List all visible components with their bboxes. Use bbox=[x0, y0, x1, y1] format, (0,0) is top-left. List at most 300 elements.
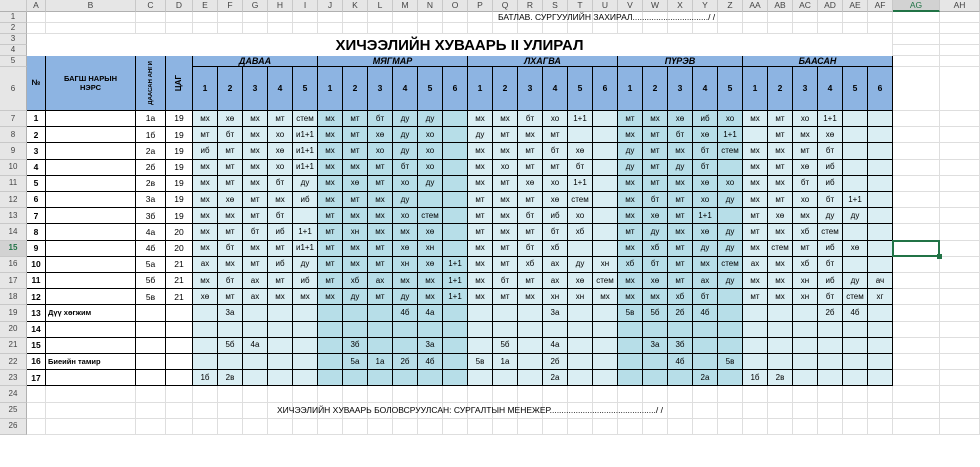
lesson-cell[interactable] bbox=[843, 257, 868, 273]
grid-cell[interactable] bbox=[243, 386, 268, 402]
grid-cell[interactable] bbox=[418, 419, 443, 435]
lesson-cell[interactable]: мх bbox=[318, 160, 343, 176]
grid-cell[interactable] bbox=[893, 257, 940, 273]
column-header-d[interactable]: D bbox=[166, 0, 193, 12]
lesson-cell[interactable] bbox=[743, 127, 768, 143]
activity-cell[interactable]: 3б bbox=[343, 338, 368, 354]
lesson-cell[interactable]: мт bbox=[368, 289, 393, 305]
activity-cell[interactable] bbox=[718, 370, 743, 386]
lesson-cell[interactable]: хб bbox=[793, 257, 818, 273]
activity-cell[interactable]: 5б bbox=[643, 305, 668, 321]
lesson-cell[interactable]: мт bbox=[218, 176, 243, 192]
activity-cell[interactable] bbox=[293, 370, 318, 386]
grid-cell[interactable] bbox=[940, 208, 980, 224]
column-header-u[interactable]: U bbox=[593, 0, 618, 12]
column-header-w[interactable]: W bbox=[643, 0, 668, 12]
grid-cell[interactable] bbox=[593, 419, 618, 435]
activity-cell[interactable] bbox=[518, 322, 543, 338]
column-header-ac[interactable]: AC bbox=[793, 0, 818, 12]
lesson-cell[interactable] bbox=[568, 127, 593, 143]
lesson-cell[interactable]: мх bbox=[293, 289, 318, 305]
lesson-cell[interactable]: иб bbox=[293, 273, 318, 289]
activity-cell[interactable]: 3а bbox=[543, 305, 568, 321]
grid-cell[interactable] bbox=[718, 419, 743, 435]
grid-cell[interactable] bbox=[318, 23, 343, 34]
lesson-cell[interactable]: мт bbox=[618, 224, 643, 240]
lesson-cell[interactable] bbox=[718, 160, 743, 176]
lesson-cell[interactable]: мт bbox=[318, 224, 343, 240]
grid-cell[interactable] bbox=[868, 23, 893, 34]
column-header-h[interactable]: H bbox=[268, 0, 293, 12]
activity-cell[interactable]: 2б bbox=[543, 354, 568, 370]
lesson-cell[interactable]: хо bbox=[793, 111, 818, 127]
grid-cell[interactable] bbox=[418, 386, 443, 402]
grid-cell[interactable] bbox=[893, 176, 940, 192]
grid-cell[interactable] bbox=[668, 419, 693, 435]
lesson-cell[interactable]: иб bbox=[818, 176, 843, 192]
grid-cell[interactable] bbox=[136, 419, 166, 435]
activity-cell[interactable]: 5в bbox=[718, 354, 743, 370]
column-header-f[interactable]: F bbox=[218, 0, 243, 12]
teacher-name-cell[interactable] bbox=[46, 143, 136, 159]
lesson-cell[interactable]: мт bbox=[643, 176, 668, 192]
grid-cell[interactable] bbox=[166, 12, 193, 23]
row-header-1[interactable]: 1 bbox=[0, 12, 27, 23]
activity-cell[interactable] bbox=[268, 338, 293, 354]
activity-cell[interactable] bbox=[618, 338, 643, 354]
activity-cell[interactable] bbox=[643, 354, 668, 370]
activity-cell[interactable] bbox=[543, 322, 568, 338]
lesson-cell[interactable]: стем bbox=[718, 143, 743, 159]
lesson-cell[interactable]: мх bbox=[593, 289, 618, 305]
grid-cell[interactable] bbox=[46, 386, 136, 402]
lesson-cell[interactable] bbox=[443, 192, 468, 208]
lesson-cell[interactable] bbox=[443, 208, 468, 224]
grid-cell[interactable] bbox=[193, 386, 218, 402]
activity-cell[interactable] bbox=[618, 322, 643, 338]
lesson-cell[interactable] bbox=[868, 143, 893, 159]
teacher-name-cell[interactable] bbox=[46, 273, 136, 289]
active-cell-selection[interactable] bbox=[892, 240, 940, 257]
activity-cell[interactable] bbox=[493, 322, 518, 338]
grid-cell[interactable] bbox=[940, 127, 980, 143]
grid-cell[interactable] bbox=[940, 160, 980, 176]
lesson-cell[interactable]: хө bbox=[643, 208, 668, 224]
lesson-cell[interactable]: бт bbox=[218, 127, 243, 143]
activity-cell[interactable] bbox=[868, 305, 893, 321]
grid-cell[interactable] bbox=[443, 386, 468, 402]
column-header-q[interactable]: Q bbox=[493, 0, 518, 12]
lesson-cell[interactable] bbox=[568, 241, 593, 257]
activity-cell[interactable] bbox=[768, 354, 793, 370]
activity-cell[interactable] bbox=[218, 322, 243, 338]
lesson-cell[interactable] bbox=[868, 176, 893, 192]
lesson-cell[interactable]: мх bbox=[243, 143, 268, 159]
activity-cell[interactable] bbox=[693, 322, 718, 338]
teacher-name-cell[interactable] bbox=[46, 111, 136, 127]
lesson-cell[interactable]: ду bbox=[393, 192, 418, 208]
grid-cell[interactable] bbox=[793, 386, 818, 402]
lesson-cell[interactable]: 1+1 bbox=[443, 257, 468, 273]
lesson-cell[interactable]: мх bbox=[743, 176, 768, 192]
grid-cell[interactable] bbox=[643, 23, 668, 34]
lesson-cell[interactable] bbox=[843, 176, 868, 192]
activity-cell[interactable] bbox=[718, 322, 743, 338]
lesson-cell[interactable]: и1+1 bbox=[293, 241, 318, 257]
column-header-c[interactable]: C bbox=[136, 0, 166, 12]
lesson-cell[interactable]: хө bbox=[218, 111, 243, 127]
grid-cell[interactable] bbox=[668, 386, 693, 402]
grid-cell[interactable] bbox=[268, 419, 293, 435]
lesson-cell[interactable]: мх bbox=[668, 143, 693, 159]
lesson-cell[interactable]: иб bbox=[818, 241, 843, 257]
grid-cell[interactable] bbox=[268, 23, 293, 34]
lesson-cell[interactable]: мт bbox=[493, 257, 518, 273]
select-all-corner[interactable] bbox=[0, 0, 27, 12]
lesson-cell[interactable]: хн bbox=[793, 289, 818, 305]
lesson-cell[interactable]: мт bbox=[643, 160, 668, 176]
lesson-cell[interactable]: хө bbox=[418, 257, 443, 273]
lesson-cell[interactable]: стем bbox=[593, 273, 618, 289]
grid-cell[interactable] bbox=[136, 386, 166, 402]
lesson-cell[interactable]: мх bbox=[318, 111, 343, 127]
lesson-cell[interactable]: мт bbox=[643, 127, 668, 143]
lesson-cell[interactable]: мт bbox=[368, 257, 393, 273]
activity-cell[interactable] bbox=[768, 305, 793, 321]
lesson-cell[interactable]: мт bbox=[543, 127, 568, 143]
grid-cell[interactable] bbox=[893, 370, 940, 386]
row-header-21[interactable]: 21 bbox=[0, 338, 27, 354]
grid-cell[interactable] bbox=[940, 56, 980, 67]
activity-cell[interactable] bbox=[468, 370, 493, 386]
grid-cell[interactable] bbox=[643, 419, 668, 435]
lesson-cell[interactable]: хө bbox=[693, 127, 718, 143]
grid-cell[interactable] bbox=[893, 419, 940, 435]
lesson-cell[interactable]: мх bbox=[743, 273, 768, 289]
lesson-cell[interactable]: мт bbox=[768, 160, 793, 176]
activity-cell[interactable] bbox=[568, 305, 593, 321]
grid-cell[interactable] bbox=[218, 386, 243, 402]
lesson-cell[interactable]: хө bbox=[568, 273, 593, 289]
grid-cell[interactable] bbox=[493, 419, 518, 435]
grid-cell[interactable] bbox=[193, 23, 218, 34]
lesson-cell[interactable]: мх bbox=[468, 289, 493, 305]
lesson-cell[interactable]: и1+1 bbox=[293, 143, 318, 159]
row-header-24[interactable]: 24 bbox=[0, 386, 27, 402]
lesson-cell[interactable]: мт bbox=[218, 160, 243, 176]
lesson-cell[interactable]: мх bbox=[193, 176, 218, 192]
grid-cell[interactable] bbox=[893, 34, 940, 45]
column-header-n[interactable]: N bbox=[418, 0, 443, 12]
lesson-cell[interactable]: мх bbox=[193, 224, 218, 240]
lesson-cell[interactable] bbox=[843, 224, 868, 240]
column-header-ad[interactable]: AD bbox=[818, 0, 843, 12]
lesson-cell[interactable] bbox=[843, 111, 868, 127]
activity-cell[interactable] bbox=[493, 370, 518, 386]
lesson-cell[interactable]: мт bbox=[518, 192, 543, 208]
lesson-cell[interactable]: хн bbox=[568, 289, 593, 305]
grid-cell[interactable] bbox=[940, 289, 980, 305]
column-header-b[interactable]: B bbox=[46, 0, 136, 12]
lesson-cell[interactable]: мт bbox=[268, 241, 293, 257]
lesson-cell[interactable] bbox=[843, 160, 868, 176]
grid-cell[interactable] bbox=[693, 23, 718, 34]
lesson-cell[interactable]: мх bbox=[318, 143, 343, 159]
grid-cell[interactable] bbox=[46, 23, 136, 34]
column-header-s[interactable]: S bbox=[543, 0, 568, 12]
lesson-cell[interactable] bbox=[718, 289, 743, 305]
lesson-cell[interactable]: мх bbox=[468, 273, 493, 289]
activity-cell[interactable] bbox=[193, 338, 218, 354]
lesson-cell[interactable]: хн bbox=[343, 224, 368, 240]
grid-cell[interactable] bbox=[893, 322, 940, 338]
column-header-g[interactable]: G bbox=[243, 0, 268, 12]
column-header-e[interactable]: E bbox=[193, 0, 218, 12]
grid-cell[interactable] bbox=[893, 160, 940, 176]
lesson-cell[interactable]: бт bbox=[518, 208, 543, 224]
grid-cell[interactable] bbox=[893, 12, 940, 23]
lesson-cell[interactable]: мт bbox=[468, 208, 493, 224]
activity-cell[interactable]: 2б bbox=[393, 354, 418, 370]
lesson-cell[interactable] bbox=[868, 127, 893, 143]
lesson-cell[interactable]: ду bbox=[643, 224, 668, 240]
activity-cell[interactable] bbox=[518, 354, 543, 370]
lesson-cell[interactable]: мх bbox=[493, 143, 518, 159]
grid-cell[interactable] bbox=[743, 23, 768, 34]
lesson-cell[interactable]: мх bbox=[393, 273, 418, 289]
grid-cell[interactable] bbox=[468, 419, 493, 435]
activity-cell[interactable] bbox=[693, 338, 718, 354]
lesson-cell[interactable] bbox=[718, 208, 743, 224]
lesson-cell[interactable]: хө bbox=[668, 111, 693, 127]
row-header-22[interactable]: 22 bbox=[0, 354, 27, 370]
lesson-cell[interactable]: хө bbox=[793, 160, 818, 176]
lesson-cell[interactable]: мт bbox=[368, 160, 393, 176]
lesson-cell[interactable]: ду bbox=[393, 127, 418, 143]
lesson-cell[interactable] bbox=[418, 192, 443, 208]
lesson-cell[interactable]: мх bbox=[343, 208, 368, 224]
lesson-cell[interactable]: стем bbox=[418, 208, 443, 224]
teacher-name-cell[interactable] bbox=[46, 176, 136, 192]
lesson-cell[interactable]: хо bbox=[368, 143, 393, 159]
activity-cell[interactable] bbox=[268, 354, 293, 370]
lesson-cell[interactable] bbox=[593, 160, 618, 176]
lesson-cell[interactable]: бт bbox=[268, 176, 293, 192]
lesson-cell[interactable]: мх bbox=[243, 111, 268, 127]
grid-cell[interactable] bbox=[518, 419, 543, 435]
column-header-ag[interactable]: AG bbox=[893, 0, 940, 12]
lesson-cell[interactable]: мх bbox=[743, 143, 768, 159]
lesson-cell[interactable]: хо bbox=[393, 208, 418, 224]
lesson-cell[interactable]: мт bbox=[218, 143, 243, 159]
lesson-cell[interactable] bbox=[443, 127, 468, 143]
lesson-cell[interactable]: хө bbox=[268, 143, 293, 159]
grid-cell[interactable] bbox=[893, 56, 940, 67]
column-header-aa[interactable]: AA bbox=[743, 0, 768, 12]
lesson-cell[interactable]: мх bbox=[768, 273, 793, 289]
lesson-cell[interactable]: ду bbox=[718, 224, 743, 240]
activity-cell[interactable] bbox=[368, 338, 393, 354]
lesson-cell[interactable]: ду bbox=[818, 208, 843, 224]
lesson-cell[interactable]: хо bbox=[568, 208, 593, 224]
lesson-cell[interactable] bbox=[868, 192, 893, 208]
lesson-cell[interactable]: мт bbox=[243, 192, 268, 208]
activity-cell[interactable] bbox=[293, 322, 318, 338]
lesson-cell[interactable] bbox=[443, 176, 468, 192]
grid-cell[interactable] bbox=[393, 419, 418, 435]
lesson-cell[interactable]: 1+1 bbox=[693, 208, 718, 224]
lesson-cell[interactable]: хг bbox=[868, 289, 893, 305]
lesson-cell[interactable]: мх bbox=[643, 289, 668, 305]
grid-cell[interactable] bbox=[27, 23, 46, 34]
row-header-11[interactable]: 11 bbox=[0, 176, 27, 192]
lesson-cell[interactable] bbox=[293, 208, 318, 224]
lesson-cell[interactable]: бт bbox=[693, 160, 718, 176]
lesson-cell[interactable]: хө bbox=[218, 192, 243, 208]
grid-cell[interactable] bbox=[418, 23, 443, 34]
lesson-cell[interactable]: бт bbox=[243, 224, 268, 240]
activity-cell[interactable] bbox=[593, 354, 618, 370]
lesson-cell[interactable]: мх bbox=[768, 257, 793, 273]
activity-cell[interactable]: 5в bbox=[468, 354, 493, 370]
activity-cell[interactable] bbox=[343, 370, 368, 386]
lesson-cell[interactable]: хн bbox=[593, 257, 618, 273]
activity-cell[interactable]: 4а bbox=[243, 338, 268, 354]
activity-cell[interactable] bbox=[793, 370, 818, 386]
lesson-cell[interactable]: мт bbox=[543, 160, 568, 176]
activity-cell[interactable]: 2а bbox=[693, 370, 718, 386]
grid-cell[interactable] bbox=[393, 23, 418, 34]
lesson-cell[interactable]: мх bbox=[743, 192, 768, 208]
activity-cell[interactable] bbox=[243, 305, 268, 321]
lesson-cell[interactable]: мт bbox=[493, 241, 518, 257]
grid-cell[interactable] bbox=[940, 34, 980, 45]
lesson-cell[interactable]: ду bbox=[418, 111, 443, 127]
lesson-cell[interactable]: мт bbox=[368, 176, 393, 192]
grid-cell[interactable] bbox=[743, 419, 768, 435]
activity-cell[interactable]: 2в bbox=[768, 370, 793, 386]
activity-cell[interactable] bbox=[568, 370, 593, 386]
grid-cell[interactable] bbox=[940, 354, 980, 370]
lesson-cell[interactable]: хо bbox=[268, 160, 293, 176]
activity-cell[interactable] bbox=[443, 370, 468, 386]
grid-cell[interactable] bbox=[518, 23, 543, 34]
lesson-cell[interactable]: бт bbox=[368, 111, 393, 127]
lesson-cell[interactable]: бт bbox=[218, 273, 243, 289]
activity-cell[interactable]: 1б bbox=[743, 370, 768, 386]
lesson-cell[interactable]: иб bbox=[818, 273, 843, 289]
grid-cell[interactable] bbox=[136, 403, 166, 419]
lesson-cell[interactable]: хө bbox=[693, 224, 718, 240]
activity-cell[interactable] bbox=[668, 370, 693, 386]
grid-cell[interactable] bbox=[493, 23, 518, 34]
row-header-12[interactable]: 12 bbox=[0, 192, 27, 208]
lesson-cell[interactable]: мх bbox=[693, 257, 718, 273]
grid-cell[interactable] bbox=[940, 23, 980, 34]
grid-cell[interactable] bbox=[193, 12, 218, 23]
row-header-5[interactable]: 5 bbox=[0, 56, 27, 67]
grid-cell[interactable] bbox=[718, 23, 743, 34]
lesson-cell[interactable]: мт bbox=[768, 127, 793, 143]
lesson-cell[interactable]: хо bbox=[693, 192, 718, 208]
column-header-af[interactable]: AF bbox=[868, 0, 893, 12]
grid-cell[interactable] bbox=[868, 386, 893, 402]
lesson-cell[interactable]: мх bbox=[243, 160, 268, 176]
lesson-cell[interactable]: мт bbox=[343, 143, 368, 159]
lesson-cell[interactable]: мт bbox=[243, 257, 268, 273]
activity-cell[interactable] bbox=[743, 305, 768, 321]
column-header-p[interactable]: P bbox=[468, 0, 493, 12]
grid-cell[interactable] bbox=[940, 192, 980, 208]
column-header-a[interactable]: A bbox=[27, 0, 46, 12]
activity-cell[interactable]: 3а bbox=[218, 305, 243, 321]
activity-cell[interactable] bbox=[193, 322, 218, 338]
activity-cell[interactable] bbox=[443, 338, 468, 354]
activity-cell[interactable] bbox=[868, 338, 893, 354]
grid-cell[interactable] bbox=[46, 403, 136, 419]
lesson-cell[interactable]: мх bbox=[668, 176, 693, 192]
lesson-cell[interactable]: ду bbox=[568, 257, 593, 273]
lesson-cell[interactable]: мт bbox=[643, 143, 668, 159]
lesson-cell[interactable]: ду bbox=[843, 208, 868, 224]
lesson-cell[interactable]: иб bbox=[693, 111, 718, 127]
lesson-cell[interactable]: хө bbox=[418, 224, 443, 240]
lesson-cell[interactable]: хб bbox=[643, 241, 668, 257]
activity-cell[interactable] bbox=[818, 338, 843, 354]
activity-cell[interactable] bbox=[593, 305, 618, 321]
lesson-cell[interactable]: хө bbox=[543, 192, 568, 208]
grid-cell[interactable] bbox=[218, 419, 243, 435]
lesson-cell[interactable]: мт bbox=[318, 257, 343, 273]
lesson-cell[interactable]: мт bbox=[468, 192, 493, 208]
activity-cell[interactable] bbox=[843, 338, 868, 354]
teacher-name-cell[interactable] bbox=[46, 241, 136, 257]
lesson-cell[interactable]: ду bbox=[418, 176, 443, 192]
activity-cell[interactable]: 3а bbox=[643, 338, 668, 354]
activity-cell[interactable] bbox=[393, 370, 418, 386]
lesson-cell[interactable]: хо bbox=[793, 192, 818, 208]
lesson-cell[interactable]: ду bbox=[293, 176, 318, 192]
row-header-4[interactable]: 4 bbox=[0, 45, 27, 56]
lesson-cell[interactable] bbox=[843, 143, 868, 159]
lesson-cell[interactable]: ду bbox=[618, 160, 643, 176]
grid-cell[interactable] bbox=[818, 23, 843, 34]
lesson-cell[interactable]: мх bbox=[268, 289, 293, 305]
grid-cell[interactable] bbox=[166, 23, 193, 34]
row-header-9[interactable]: 9 bbox=[0, 143, 27, 159]
lesson-cell[interactable]: мт bbox=[343, 111, 368, 127]
lesson-cell[interactable]: ах bbox=[543, 257, 568, 273]
column-header-k[interactable]: K bbox=[343, 0, 368, 12]
lesson-cell[interactable]: хо bbox=[268, 127, 293, 143]
lesson-cell[interactable]: бт bbox=[568, 160, 593, 176]
lesson-cell[interactable]: хө bbox=[768, 208, 793, 224]
grid-cell[interactable] bbox=[768, 386, 793, 402]
lesson-cell[interactable]: бт bbox=[218, 241, 243, 257]
lesson-cell[interactable]: мх bbox=[418, 289, 443, 305]
lesson-cell[interactable]: мт bbox=[493, 127, 518, 143]
grid-cell[interactable] bbox=[743, 386, 768, 402]
grid-cell[interactable] bbox=[568, 386, 593, 402]
column-header-l[interactable]: L bbox=[368, 0, 393, 12]
lesson-cell[interactable]: мт bbox=[518, 143, 543, 159]
lesson-cell[interactable]: ду bbox=[468, 127, 493, 143]
lesson-cell[interactable]: мх bbox=[743, 160, 768, 176]
lesson-cell[interactable]: мт bbox=[318, 208, 343, 224]
fill-handle[interactable] bbox=[937, 254, 942, 259]
activity-cell[interactable] bbox=[468, 338, 493, 354]
activity-cell[interactable] bbox=[443, 305, 468, 321]
